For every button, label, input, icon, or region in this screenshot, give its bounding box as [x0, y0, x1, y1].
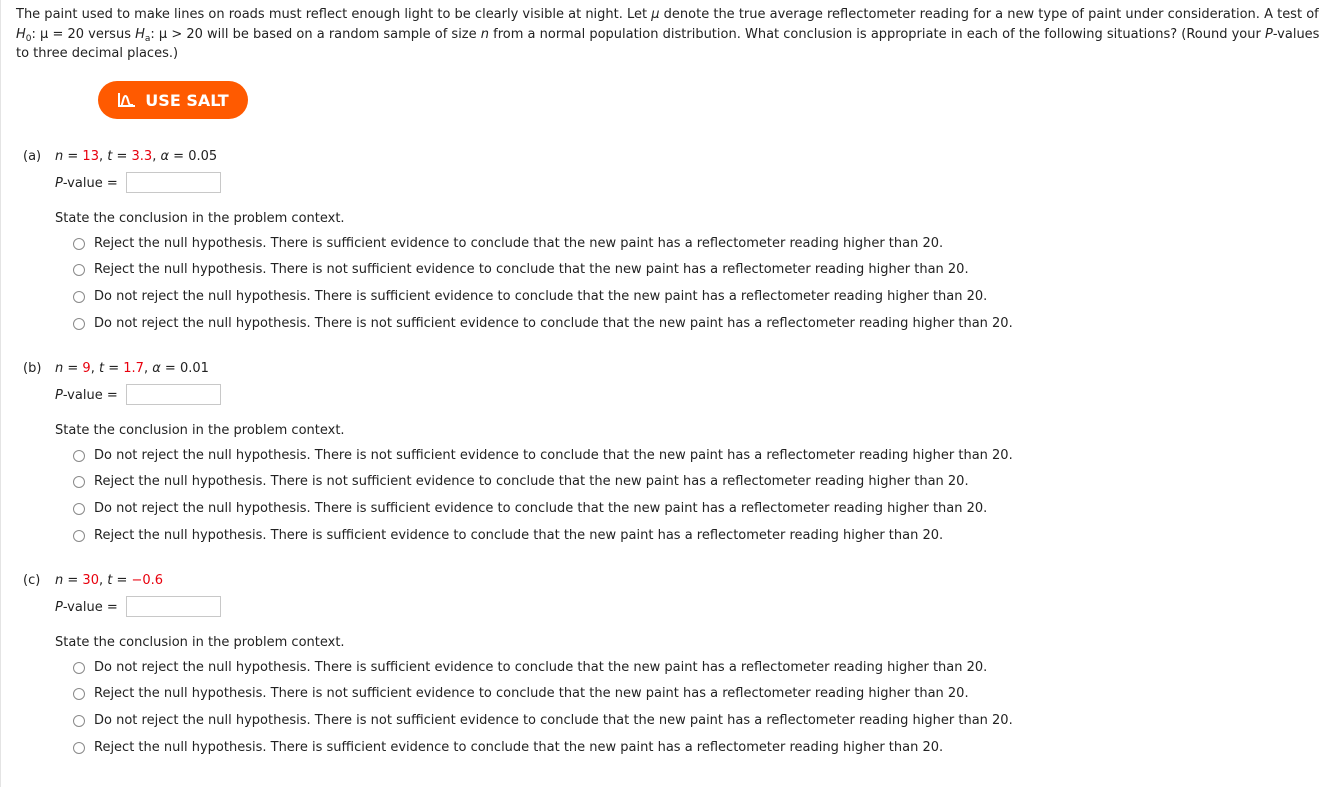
n-value: 30 — [82, 573, 99, 588]
alpha-value: 0.05 — [188, 149, 218, 164]
alpha-symbol: α — [160, 149, 170, 164]
t-value: −0.6 — [131, 573, 164, 588]
option-text: Reject the null hypothesis. There is not sufficient evidence to conclude that the new paint has a reflectometer reading higher than 20. — [94, 686, 969, 701]
t-value: 1.7 — [123, 361, 144, 376]
radio-button[interactable] — [73, 742, 85, 754]
t-value: 3.3 — [131, 149, 153, 164]
part-parameters: n = 30, t = −0.6 — [55, 573, 164, 588]
pvalue-label: P-value = — [55, 388, 118, 403]
radio-button[interactable] — [73, 662, 85, 674]
option-text: Reject the null hypothesis. There is sufficient evidence to conclude that the new paint has a reflectometer reading higher than 20. — [94, 528, 944, 543]
pvalue-input[interactable] — [126, 172, 221, 193]
pvalue-label: P-value = — [55, 600, 118, 615]
option-text: Do not reject the null hypothesis. There is sufficient evidence to conclude that the new paint has a reflectometer reading higher than 20. — [94, 289, 988, 304]
option-text: Reject the null hypothesis. There is sufficient evidence to conclude that the new paint has a reflectometer reading higher than 20. — [94, 740, 944, 755]
part-label: (b) — [23, 361, 42, 376]
conclusion-option[interactable] — [73, 501, 987, 516]
conclusion-option[interactable] — [73, 660, 987, 675]
conclusion-option[interactable] — [73, 740, 943, 755]
radio-button[interactable] — [73, 450, 85, 462]
part-label: (c) — [23, 573, 41, 588]
conclusion-option[interactable] — [73, 316, 1013, 331]
alpha-symbol: α — [152, 361, 161, 376]
option-text: Do not reject the null hypothesis. There is sufficient evidence to conclude that the new paint has a reflectometer reading higher than 20. — [94, 501, 988, 516]
part-label: (a) — [23, 149, 42, 164]
conclusion-prompt: State the conclusion in the problem context. — [55, 211, 345, 226]
radio-button[interactable] — [73, 264, 85, 276]
radio-button[interactable] — [73, 238, 85, 250]
problem-statement: The paint used to make lines on roads must reflect enough light to be clearly visible at night. Let μ denote the true average reflectometer reading for a new type of paint under consideration. A test of $H_0$: μ = 20 versus $H_a$: μ > 20 will be based on a random sample of size n from a normal population distribution. What conclusion is appropriate in each of the following situations? (Round your P-values to three decimal places.) — [16, 7, 1320, 61]
conclusion-option[interactable] — [73, 686, 969, 701]
conclusion-option[interactable] — [73, 262, 969, 277]
radio-button[interactable] — [73, 318, 85, 330]
option-text: Reject the null hypothesis. There is not sufficient evidence to conclude that the new paint has a reflectometer reading higher than 20. — [94, 262, 969, 277]
part-parameters: n = 13, t = 3.3, α = 0.05 — [55, 149, 218, 164]
radio-button[interactable] — [73, 715, 85, 727]
conclusion-prompt: State the conclusion in the problem context. — [55, 423, 345, 438]
use-salt-label: USE SALT — [145, 90, 229, 110]
option-text: Reject the null hypothesis. There is not sufficient evidence to conclude that the new paint has a reflectometer reading higher than 20. — [94, 474, 969, 489]
option-text: Reject the null hypothesis. There is sufficient evidence to conclude that the new paint has a reflectometer reading higher than 20. — [94, 236, 944, 251]
conclusion-prompt: State the conclusion in the problem context. — [55, 635, 345, 650]
n-value: 9 — [82, 361, 91, 376]
pvalue-label: P-value = — [55, 176, 118, 191]
radio-button[interactable] — [73, 688, 85, 700]
n-value: 13 — [82, 149, 99, 164]
n-symbol: n — [55, 149, 64, 164]
radio-button[interactable] — [73, 476, 85, 488]
t-symbol: t — [98, 361, 105, 376]
radio-button[interactable] — [73, 503, 85, 515]
salt-chart-icon — [117, 92, 137, 108]
conclusion-option[interactable] — [73, 448, 1013, 463]
conclusion-option[interactable] — [73, 713, 1013, 728]
part-parameters: n = 9, t = 1.7, α = 0.01 — [55, 361, 209, 376]
option-text: Do not reject the null hypothesis. There is not sufficient evidence to conclude that the new paint has a reflectometer reading higher than 20. — [94, 713, 1013, 728]
conclusion-option[interactable] — [73, 474, 969, 489]
pvalue-input[interactable] — [126, 596, 221, 617]
conclusion-option[interactable] — [73, 289, 987, 304]
use-salt-button[interactable] — [98, 81, 248, 119]
pvalue-input[interactable] — [126, 384, 221, 405]
alpha-value: 0.01 — [179, 361, 209, 376]
conclusion-option[interactable] — [73, 528, 943, 543]
n-symbol: n — [55, 573, 64, 588]
option-text: Do not reject the null hypothesis. There is not sufficient evidence to conclude that the new paint has a reflectometer reading higher than 20. — [94, 316, 1013, 331]
conclusion-option[interactable] — [73, 236, 943, 251]
option-text: Do not reject the null hypothesis. There is not sufficient evidence to conclude that the new paint has a reflectometer reading higher than 20. — [94, 448, 1013, 463]
radio-button[interactable] — [73, 291, 85, 303]
n-symbol: n — [55, 361, 64, 376]
t-symbol: t — [107, 573, 113, 588]
radio-button[interactable] — [73, 530, 85, 542]
option-text: Do not reject the null hypothesis. There is sufficient evidence to conclude that the new paint has a reflectometer reading higher than 20. — [94, 660, 988, 675]
t-symbol: t — [107, 149, 113, 164]
